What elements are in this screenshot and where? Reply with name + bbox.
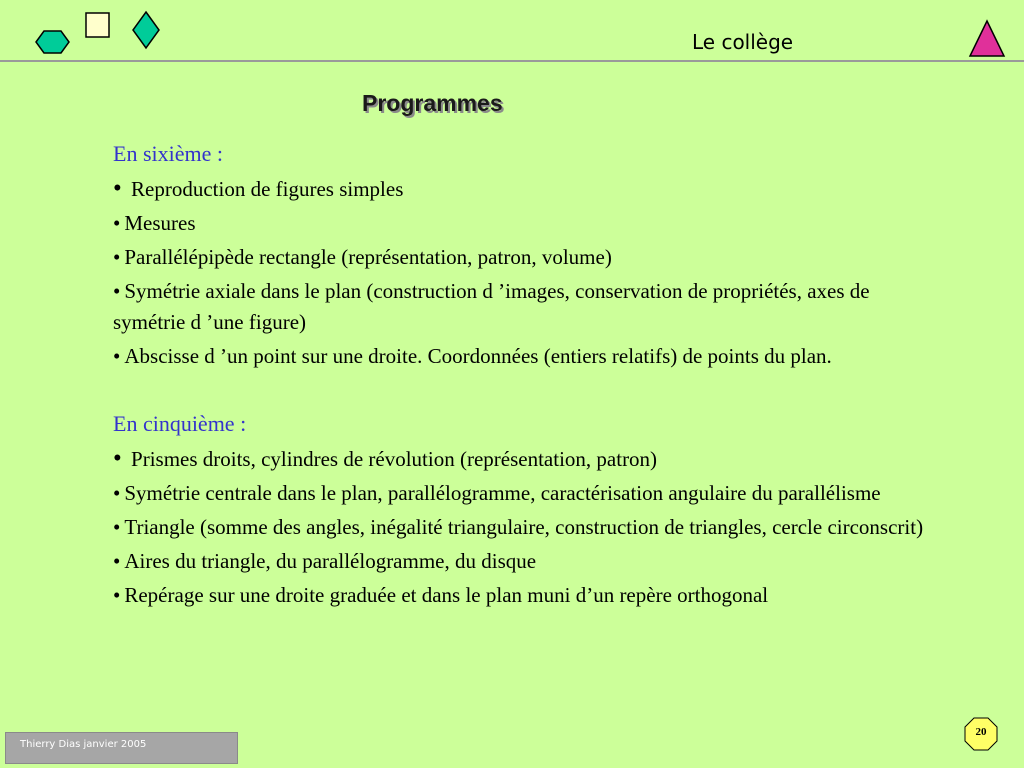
list-item: • Triangle (somme des angles, inégalité triangulaire, construction de triangles, cercle circonscrit) [113, 515, 924, 539]
list-item: • Abscisse d ’un point sur une droite. Coordonnées (entiers relatifs) de points du plan. [113, 344, 832, 368]
section-heading: En sixième : [113, 141, 223, 166]
hexagon-icon [36, 31, 69, 53]
section-heading: En cinquième : [113, 411, 247, 436]
bullet-icon: • [113, 549, 121, 573]
header-divider [0, 60, 1024, 62]
list-item: • Prismes droits, cylindres de révolution (représentation, patron) [113, 445, 658, 472]
bullet-icon: • [113, 279, 121, 303]
bullet-icon: • [113, 445, 122, 472]
list-item: • Repérage sur une droite graduée et dans le plan muni d’un repère orthogonal [113, 583, 769, 607]
footer-author-box [5, 732, 238, 764]
bullet-icon: • [113, 211, 121, 235]
list-item: • Parallélépipède rectangle (représentation, patron, volume) [113, 245, 612, 269]
diamond-icon [133, 12, 159, 48]
bullet-icon: • [113, 515, 121, 539]
section-cinquieme [113, 408, 933, 611]
bullet-icon: • [113, 344, 121, 368]
page-number: 20 [975, 726, 987, 738]
bullet-icon: • [113, 245, 121, 269]
triangle-icon [970, 21, 1004, 56]
footer-author-text: Thierry Dias janvier 2005 [20, 739, 147, 750]
list-item: • Reproduction de figures simples [113, 175, 404, 202]
bullet-icon: • [113, 481, 121, 505]
bullet-icon: • [113, 583, 121, 607]
slide-title: Programmes [362, 90, 503, 116]
header-title: Le collège [692, 30, 794, 54]
header-shapes [0, 0, 1024, 62]
slide-content [113, 138, 933, 611]
list-item: • Mesures [113, 211, 196, 235]
section-sixieme [113, 138, 933, 372]
square-icon [86, 13, 109, 37]
list-item: • Aires du triangle, du parallélogramme, du disque [113, 549, 537, 573]
list-item: • Symétrie centrale dans le plan, parallélogramme, caractérisation angulaire du parallélisme [113, 481, 881, 505]
list-item: • Symétrie axiale dans le plan (construction d ’images, conservation de propriétés, axes de symétrie d ’une figure) [113, 279, 870, 334]
bullet-icon: • [113, 175, 122, 202]
